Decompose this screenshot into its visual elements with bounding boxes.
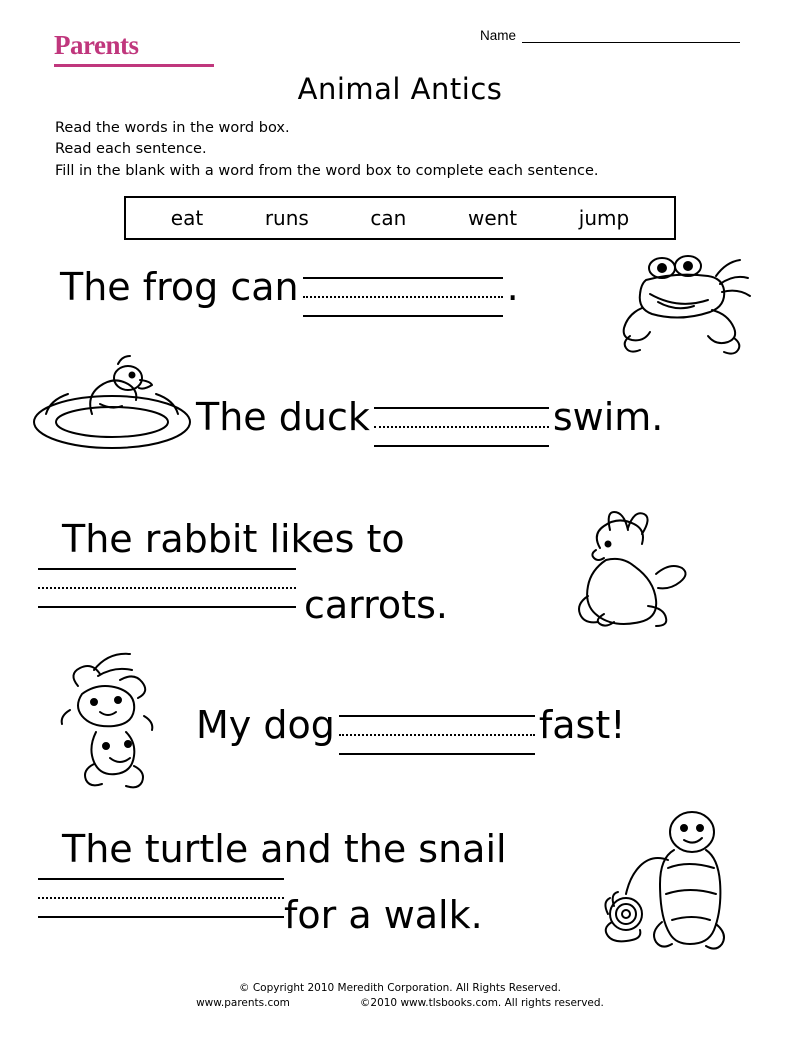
answer-blank-rabbit[interactable] <box>38 566 296 608</box>
sentence-row-dog <box>196 703 626 755</box>
sentence-row-turtle-cont <box>284 893 483 937</box>
sentence-turtle-after: for a walk. <box>284 893 483 937</box>
sentence-dog-after: fast! <box>538 703 626 747</box>
parents-logo <box>54 32 234 67</box>
word-box-item-eat: eat <box>170 206 204 230</box>
footer-copyright: © Copyright 2010 Meredith Corporation. All Rights Reserved. <box>238 981 562 994</box>
page-title: Animal Antics <box>297 72 503 106</box>
word-box <box>124 196 676 240</box>
word-box-item-went: went <box>467 206 518 230</box>
rabbit-illustration <box>548 510 698 630</box>
instruction-line-2: Read each sentence. <box>55 141 207 158</box>
name-input-line[interactable] <box>522 28 740 43</box>
sentence-row-rabbit <box>62 517 405 561</box>
answer-blank-duck[interactable] <box>374 405 549 447</box>
brand-underline <box>54 64 214 67</box>
duck-in-pool-illustration <box>22 352 202 460</box>
answer-blank-dog[interactable] <box>339 713 535 755</box>
sentence-frog-before: The frog can <box>60 265 299 309</box>
sentence-dog-before: My dog <box>196 703 335 747</box>
sentence-row-duck <box>196 395 664 447</box>
sentence-rabbit-after: carrots. <box>304 583 448 627</box>
sentence-row-frog <box>60 265 519 317</box>
footer <box>0 981 800 1013</box>
frog-illustration <box>616 250 756 365</box>
instruction-line-1: Read the words in the word box. <box>55 120 290 136</box>
footer-site-parents: www.parents.com <box>196 997 290 1010</box>
sentence-frog-after: . <box>506 265 519 309</box>
brand-wordmark: Parents <box>54 30 139 60</box>
sentence-row-rabbit-cont <box>304 583 448 627</box>
word-box-item-jump: jump <box>578 206 630 230</box>
turtle-and-snail-illustration <box>596 802 756 952</box>
answer-blank-frog[interactable] <box>303 275 503 317</box>
dog-illustration <box>48 650 188 790</box>
answer-blank-turtle[interactable] <box>38 876 284 918</box>
instruction-line-3: Fill in the blank with a word from the word box to complete each sentence. <box>55 162 599 179</box>
sentence-row-turtle <box>62 827 507 871</box>
word-box-item-runs: runs <box>264 206 309 230</box>
name-field-area <box>480 28 740 43</box>
sentence-duck-before: The duck <box>196 395 370 439</box>
sentence-duck-after: swim. <box>552 395 664 439</box>
sentence-rabbit-before: The rabbit likes to <box>62 517 405 561</box>
instructions <box>55 118 599 182</box>
sentence-turtle-before: The turtle and the snail <box>62 827 507 871</box>
name-label: Name <box>480 28 517 43</box>
footer-site-tlsbooks: ©2010 www.tlsbooks.com. All rights reserved. <box>359 997 604 1010</box>
word-box-item-can: can <box>370 206 407 230</box>
